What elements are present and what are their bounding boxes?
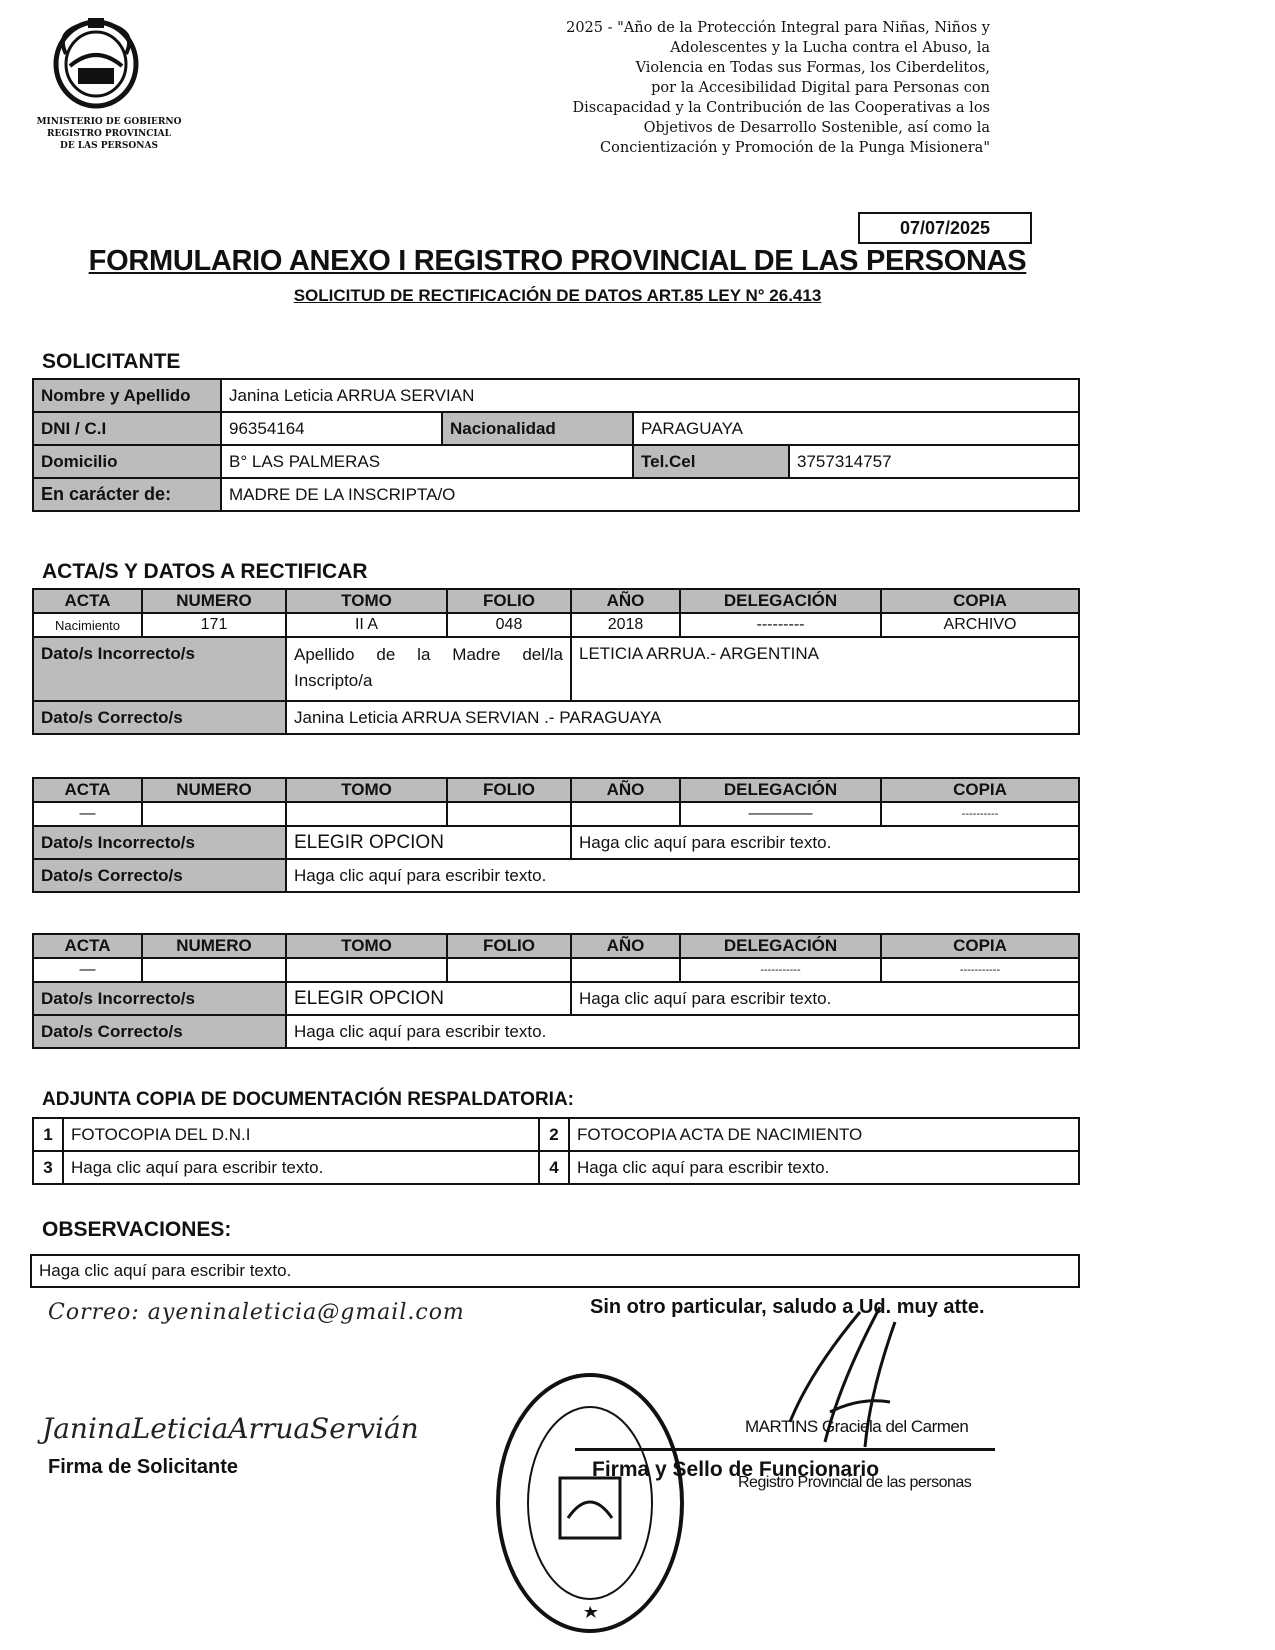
dni-field[interactable]: 96354164 xyxy=(221,412,442,445)
header-delegacion: DELEGACIÓN xyxy=(680,778,881,802)
ano-field[interactable]: 2018 xyxy=(571,613,680,637)
form-title: FORMULARIO ANEXO I REGISTRO PROVINCIAL DE LAS PERSONAS xyxy=(88,245,1027,277)
correct-value-field[interactable]: Janina Leticia ARRUA SERVIAN .- PARAGUAYA xyxy=(286,701,1079,734)
header-numero: NUMERO xyxy=(142,589,286,613)
incorrect-label: Dato/s Incorrecto/s xyxy=(33,637,286,701)
nationality-label: Nacionalidad xyxy=(442,412,633,445)
header-acta: ACTA xyxy=(33,778,142,802)
section-title-solicitante: SOLICITANTE xyxy=(42,350,181,373)
section-title-actas: ACTA/S Y DATOS A RECTIFICAR xyxy=(42,560,368,583)
header-acta: ACTA xyxy=(33,934,142,958)
incorrect-label: Dato/s Incorrecto/s xyxy=(33,982,286,1015)
address-label: Domicilio xyxy=(33,445,221,478)
applicant-signature: JaninaLeticiaArruaServián xyxy=(42,1412,419,1445)
header-delegacion: DELEGACIÓN xyxy=(680,589,881,613)
official-signature-label: Firma y Sello de Funcionario xyxy=(592,1458,880,1481)
official-signature-line xyxy=(575,1448,995,1451)
name-field[interactable]: Janina Leticia ARRUA SERVIAN xyxy=(221,379,1079,412)
attachment-item-4[interactable]: Haga clic aquí para escribir texto. xyxy=(569,1151,1079,1184)
header-folio: FOLIO xyxy=(447,778,571,802)
ministry-name xyxy=(14,116,204,152)
ministry-line: MINISTERIO DE GOBIERNO xyxy=(36,117,182,127)
attachment-number: 4 xyxy=(539,1151,569,1184)
phone-field[interactable]: 3757314757 xyxy=(789,445,1079,478)
attachment-item-3[interactable]: Haga clic aquí para escribir texto. xyxy=(63,1151,539,1184)
role-field[interactable]: MADRE DE LA INSCRIPTA/O xyxy=(221,478,1079,511)
correct-label: Dato/s Correcto/s xyxy=(33,701,286,734)
header-copia: COPIA xyxy=(881,589,1079,613)
delegacion-field[interactable]: --------- xyxy=(680,613,881,637)
copia-field[interactable]: ---------- xyxy=(881,802,1079,826)
observations-table xyxy=(30,1254,1080,1288)
official-office: Registro Provincial de las personas xyxy=(738,1474,972,1491)
ano-field[interactable] xyxy=(571,958,680,982)
attachment-item-2[interactable]: FOTOCOPIA ACTA DE NACIMIENTO xyxy=(569,1118,1079,1151)
address-field[interactable]: B° LAS PALMERAS xyxy=(221,445,633,478)
tomo-field[interactable] xyxy=(286,802,447,826)
acta-table-2 xyxy=(32,777,1080,893)
incorrect-field-select[interactable]: ELEGIR OPCION xyxy=(286,982,571,1015)
acta-type-field[interactable]: — xyxy=(33,958,142,982)
incorrect-label: Dato/s Incorrecto/s xyxy=(33,826,286,859)
header-delegacion: DELEGACIÓN xyxy=(680,934,881,958)
header-copia: COPIA xyxy=(881,778,1079,802)
header-folio: FOLIO xyxy=(447,934,571,958)
acta-table-1 xyxy=(32,588,1080,735)
section-title-observaciones: OBSERVACIONES: xyxy=(42,1218,232,1241)
coat-of-arms-logo xyxy=(48,14,144,110)
phone-label: Tel.Cel xyxy=(633,445,789,478)
correct-label: Dato/s Correcto/s xyxy=(33,1015,286,1048)
date-field[interactable]: 07/07/2025 xyxy=(858,212,1032,244)
incorrect-value-field[interactable]: Haga clic aquí para escribir texto. xyxy=(571,982,1079,1015)
ministry-line: REGISTRO PROVINCIAL xyxy=(47,129,171,139)
header-numero: NUMERO xyxy=(142,934,286,958)
incorrect-value-field[interactable]: LETICIA ARRUA.- ARGENTINA xyxy=(571,637,1079,701)
acta-type-field[interactable]: — xyxy=(33,802,142,826)
role-label: En carácter de: xyxy=(33,478,221,511)
applicant-signature-label: Firma de Solicitante xyxy=(48,1456,239,1478)
header-folio: FOLIO xyxy=(447,589,571,613)
header-ano: AÑO xyxy=(571,589,680,613)
ano-field[interactable] xyxy=(571,802,680,826)
header-ano: AÑO xyxy=(571,934,680,958)
header-numero: NUMERO xyxy=(142,778,286,802)
closing-text: Sin otro particular, saludo a Ud. muy atte. xyxy=(590,1296,985,1318)
header-acta: ACTA xyxy=(33,589,142,613)
section-title-adjunta: ADJUNTA COPIA DE DOCUMENTACIÓN RESPALDATORIA: xyxy=(42,1089,574,1110)
handwritten-email: Correo: ayeninaleticia@gmail.com xyxy=(48,1300,465,1325)
numero-field[interactable]: 171 xyxy=(142,613,286,637)
header-tomo: TOMO xyxy=(286,778,447,802)
incorrect-field-select[interactable]: Apellido de la Madre del/la Inscripto/a xyxy=(286,637,571,701)
numero-field[interactable] xyxy=(142,958,286,982)
year-motto: 2025 - "Año de la Protección Integral para Niñas, Niños y Adolescentes y la Lucha contra el Abuso, la Violencia en Todas sus Formas, los Ciberdelitos, por la Accesibilidad Digital para Personas con Discapacidad y la Contribución de las Cooperativas a los Objetivos de Desarrollo Sostenible, así como la Concientización y Promoción de la Punga Misionera" xyxy=(566,20,990,156)
tomo-field[interactable] xyxy=(286,958,447,982)
header-tomo: TOMO xyxy=(286,589,447,613)
dni-label: DNI / C.I xyxy=(33,412,221,445)
attachment-number: 1 xyxy=(33,1118,63,1151)
folio-field[interactable] xyxy=(447,958,571,982)
solicitante-table xyxy=(32,378,1080,512)
tomo-field[interactable]: II A xyxy=(286,613,447,637)
copia-field[interactable]: ARCHIVO xyxy=(881,613,1079,637)
attachment-number: 3 xyxy=(33,1151,63,1184)
header-tomo: TOMO xyxy=(286,934,447,958)
numero-field[interactable] xyxy=(142,802,286,826)
incorrect-field-select[interactable]: ELEGIR OPCION xyxy=(286,826,571,859)
acta-table-3 xyxy=(32,933,1080,1049)
form-subtitle: SOLICITUD DE RECTIFICACIÓN DE DATOS ART.85 LEY N° 26.413 xyxy=(293,286,822,305)
correct-value-field[interactable]: Haga clic aquí para escribir texto. xyxy=(286,1015,1079,1048)
copia-field[interactable]: ----------- xyxy=(881,958,1079,982)
folio-field[interactable]: 048 xyxy=(447,613,571,637)
attachments-table xyxy=(32,1117,1080,1185)
observations-field[interactable]: Haga clic aquí para escribir texto. xyxy=(31,1255,1079,1287)
delegacion-field[interactable]: ----------- xyxy=(680,958,881,982)
delegacion-field[interactable]: ———— xyxy=(680,802,881,826)
correct-value-field[interactable]: Haga clic aquí para escribir texto. xyxy=(286,859,1079,892)
official-seal-stamp xyxy=(490,1368,690,1638)
nationality-field[interactable]: PARAGUAYA xyxy=(633,412,1079,445)
name-label: Nombre y Apellido xyxy=(33,379,221,412)
header-copia: COPIA xyxy=(881,934,1079,958)
attachment-number: 2 xyxy=(539,1118,569,1151)
attachment-item-1[interactable]: FOTOCOPIA DEL D.N.I xyxy=(63,1118,539,1151)
official-name: MARTINS Graciela del Carmen xyxy=(745,1417,969,1436)
incorrect-value-field[interactable]: Haga clic aquí para escribir texto. xyxy=(571,826,1079,859)
correct-label: Dato/s Correcto/s xyxy=(33,859,286,892)
header-ano: AÑO xyxy=(571,778,680,802)
ministry-line: DE LAS PERSONAS xyxy=(60,141,158,151)
acta-type-field[interactable]: Nacimiento xyxy=(33,613,142,637)
folio-field[interactable] xyxy=(447,802,571,826)
